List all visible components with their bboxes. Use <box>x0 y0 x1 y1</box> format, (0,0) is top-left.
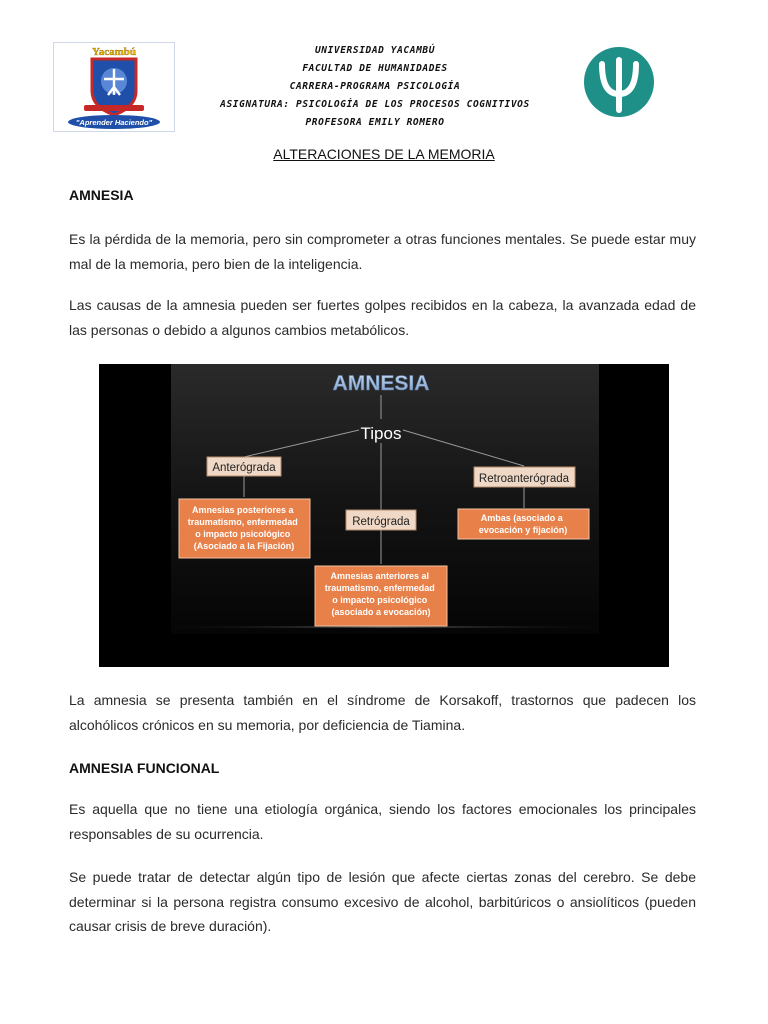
type-anterograda-label: Anterógrada <box>212 462 276 474</box>
diagram-root-tipos: Tipos <box>360 424 402 443</box>
header-professor: PROFESORA EMILY ROMERO <box>305 117 445 128</box>
desc-retrograda-line2: traumatismo, enfermedad <box>324 583 435 593</box>
desc-retrograda-line4: (asociado a evocación) <box>331 607 431 617</box>
heading-amnesia-funcional: AMNESIA FUNCIONAL <box>69 760 220 776</box>
type-retrograda-label: Retrógrada <box>352 516 410 528</box>
logo-motto-text: "Aprender Haciendo" <box>75 118 153 127</box>
paragraph-korsakoff: La amnesia se presenta también en el síndrome de Korsakoff, trastornos que padecen los alcohólicos crónicos en su memoria, por deficiencia de Tiamina. <box>69 692 696 733</box>
logo-name-text: Yacambú <box>91 46 137 58</box>
desc-retrograda-line1: Amnesias anteriores al <box>330 571 430 581</box>
header-faculty: FACULTAD DE HUMANIDADES <box>302 63 448 74</box>
header-program: CARRERA-PROGRAMA PSICOLOGÍA <box>289 81 461 92</box>
amnesia-types-diagram <box>99 364 669 667</box>
heading-amnesia: AMNESIA <box>69 187 134 203</box>
diagram-title: AMNESIA <box>332 372 430 395</box>
desc-retrograda <box>315 566 447 626</box>
institution-header <box>190 42 560 132</box>
paragraph-funcional-detection: Se puede tratar de detectar algún tipo de lesión que afecte ciertas zonas del cerebro. Se debe determinar si la persona registra consumo excesivo de alcohol, barbitúricos o ansiolíticos (pueden causar crisis de breve duración). <box>69 869 696 934</box>
type-retrograda <box>346 510 416 530</box>
document-title: ALTERACIONES DE LA MEMORIA <box>273 146 495 162</box>
desc-retroanterograda-line2: evocación y fijación) <box>478 525 568 535</box>
type-retroanterograda-label: Retroanterógrada <box>478 473 570 485</box>
desc-retrograda-line3: o impacto psicológico <box>332 595 428 605</box>
desc-anterograda-line2: traumatismo, enfermedad <box>187 517 298 527</box>
paragraph-amnesia-causes: Las causas de la amnesia pueden ser fuertes golpes recibidos en la cabeza, la avanzada edad de las personas o debido a algunos cambios metabólicos. <box>69 297 696 338</box>
header-subject: ASIGNATURA: PSICOLOGÍA DE LOS PROCESOS COGNITIVOS <box>220 99 530 110</box>
desc-retroanterograda-line1: Ambas (asociado a <box>480 513 563 523</box>
desc-anterograda-line3: o impacto psicológico <box>195 529 291 539</box>
paragraph-funcional-definition: Es aquella que no tiene una etiología orgánica, siendo los factores emocionales los principales responsables de su ocurrencia. <box>69 801 696 842</box>
psychology-psi-logo <box>580 46 658 118</box>
type-retroanterograda <box>474 467 575 487</box>
paragraph-amnesia-definition: Es la pérdida de la memoria, pero sin comprometer a otras funciones mentales. Se puede estar muy mal de la memoria, pero bien de la inteligencia. <box>69 231 696 272</box>
desc-anterograda-line4: (Asociado a la Fijación) <box>193 541 295 551</box>
header-university: UNIVERSIDAD YACAMBÚ <box>314 45 436 56</box>
desc-anterograda-line1: Amnesias posteriores a <box>191 505 294 515</box>
university-logo <box>53 42 175 132</box>
desc-anterograda <box>179 499 310 558</box>
type-anterograda <box>207 457 281 476</box>
desc-retroanterograda <box>458 509 589 539</box>
